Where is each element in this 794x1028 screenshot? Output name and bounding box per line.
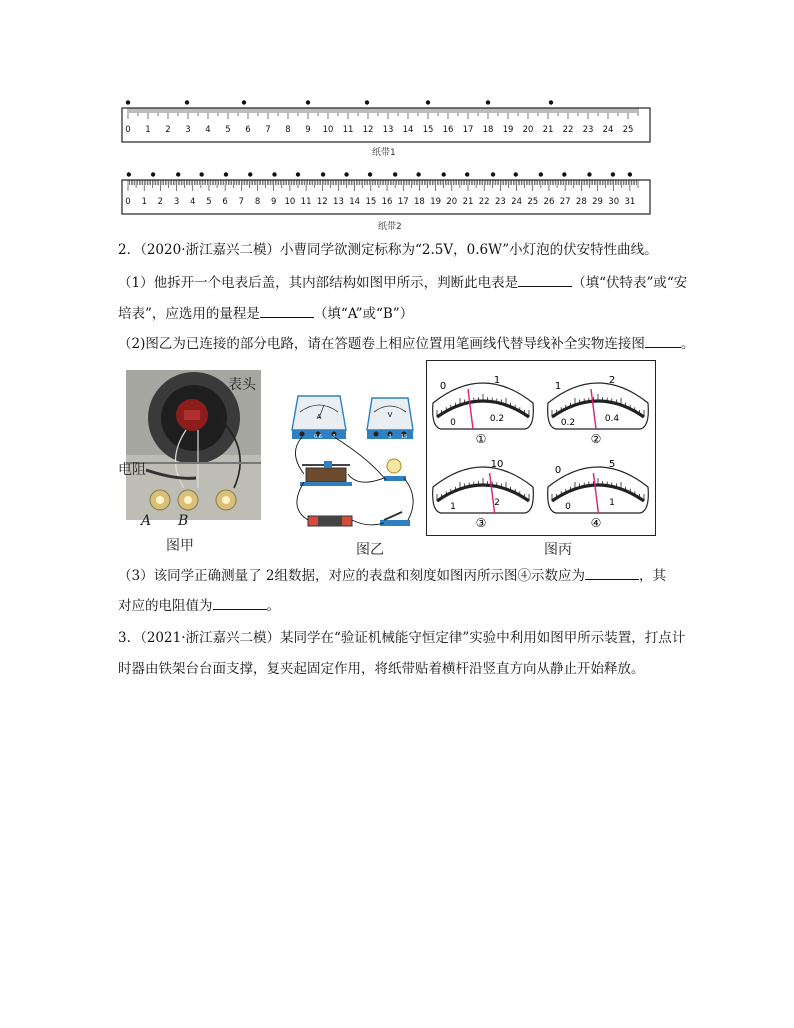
dial-face [433,383,534,429]
tape-1-tick-label: 24 [602,125,614,135]
tape-1-caption: 纸带1 [372,148,396,158]
ammeter [292,396,346,440]
tape-1-tick-label: 10 [322,125,334,135]
lamp [384,459,406,481]
tape-1-tick-label: 17 [462,125,474,135]
tape-1-tick-label: 18 [482,125,494,135]
tape-2-tick-label: 20 [446,197,458,207]
figure-yi [288,388,426,538]
label-resistor: 电阻 [118,462,146,478]
tape-1-tick-label: 23 [582,125,594,135]
dial-inner-left-label: 1 [450,502,456,512]
tape-2-tick-label: 5 [206,197,212,207]
figure-bing [426,360,656,536]
battery [308,516,352,526]
dial-top-left-label: 0 [439,381,447,392]
tape-1-dot [365,100,369,104]
tape-1-tick-label: 21 [542,125,554,135]
tape-2-tick-label: 23 [494,197,506,207]
tape-2-dot [539,172,543,176]
dial-number: ④ [590,516,602,530]
q2-line-3: 培表”，应选用的量程是 （填“A”或“B”） [118,303,413,324]
tape-1-dot [486,100,490,104]
dial-face [433,467,534,513]
tape-1-tick-label: 16 [442,125,454,135]
switch [380,512,410,526]
tape-1-tick-label: 15 [422,125,434,135]
label-biaotou: 表头 [228,377,256,393]
label-terminal-b: B [178,513,189,529]
tape-1-tick-label: 4 [205,125,211,135]
dial-inner-right-label: 2 [494,498,500,508]
dial-4 [548,459,649,530]
q2-line-1: 2．（2020·浙江嘉兴二模）小曹同学欲测定标称为“2.5V，0.6W”小灯泡的伏安特性曲线。 [118,242,658,258]
dial-inner-right-label: 0.4 [604,414,620,424]
figure-jia [126,370,261,530]
tape-1-tick-label: 6 [245,125,251,135]
tape-1-dot [549,100,553,104]
tape-1-tick-label: 7 [265,125,271,135]
tape-1-tick-label: 20 [522,125,534,135]
dial-inner-right-label: 1 [609,498,615,508]
tape-2-tick-label: 24 [511,197,522,207]
tape-2-dot [416,172,420,176]
svg-text:3: 3 [332,434,336,440]
tape-2-dot [491,172,495,176]
tape-2-tick-label: 18 [414,197,425,207]
dial-inner-left-label: 0.2 [560,418,576,428]
tape-2-dot [442,172,446,176]
dial-2 [548,375,649,446]
tape-2-dot [368,172,372,176]
dial-top-right-label: 10 [490,459,504,470]
dial-inner-left-label: 0 [565,502,571,512]
tape-2-tick-label: 11 [300,197,312,207]
dial-number: ③ [475,516,487,530]
svg-text:3: 3 [388,434,392,440]
rheostat [300,461,352,486]
figure-bing-dials [427,361,655,535]
voltmeter [367,398,413,440]
label-terminal-a: A [141,513,152,529]
tape-2-tick-label: 30 [608,197,620,207]
dial-top-left-label: 1 [554,381,562,392]
tape-2-tick-label: 6 [222,197,228,207]
answer-blank-circuit[interactable] [645,333,681,348]
tape-2-dot [562,172,566,176]
tape-2-tick-label: 1 [141,197,147,207]
tape-1-tick-label: 14 [402,125,414,135]
tape-1-tick-label: 2 [165,125,171,135]
tape-2-tick-label: 21 [462,197,474,207]
tape-2-tick-label: 10 [284,197,296,207]
tape-2-dot [465,172,469,176]
tape-2-tick-label: 16 [381,197,393,207]
tape-1-dot [306,100,310,104]
dial-number: ② [590,432,602,446]
tape-2-tick-label: 3 [173,197,180,207]
q3-line-2: 时器由铁架台台面支撑，复夹起固定作用，将纸带贴着横杆沿竖直方向从静止开始释放。 [118,661,645,677]
dial-top-right-label: 5 [608,459,616,470]
tape-2-tick-label: 22 [478,197,490,207]
tape-2-dot [151,172,155,176]
q2-line-4: （2)图乙为已连接的部分电路，请在答题卷上相应位置用笔画线代替导线补全实物连接图 。 [118,333,694,354]
tape-2-dot [176,172,180,176]
answer-blank-resistance[interactable] [213,595,267,610]
tape-2-tick-label: 25 [527,197,539,207]
tape-1-tick-label: 5 [225,125,231,135]
tape-2-tick-label: 4 [190,197,196,207]
tape-1-tick-label: 9 [305,125,311,135]
tape-2-tick-label: 12 [316,197,328,207]
tape-2-tick-label: 27 [559,197,571,207]
dial-inner-right-label: 0.2 [489,414,505,424]
dial-number: ① [475,432,487,446]
tape-1-ruler [118,98,654,146]
tape-2-tick-label: 26 [543,197,555,207]
tape-2-tick-label: 2 [157,197,164,207]
tape-1-dot [185,100,189,104]
dial-1 [433,375,534,446]
tape-2-tick-label: 29 [592,197,603,207]
tape-2-dot [587,172,591,176]
tape-1-tick-label: 1 [145,125,151,135]
svg-text:0.6: 0.6 [314,434,322,440]
dial-top-left-label: 0 [554,465,562,476]
tape-2-tick-label: 0 [125,197,131,207]
tape-2-dot [296,172,300,176]
tape-2-dot [248,172,252,176]
tape-2-dot [224,172,228,176]
tape-1-tick-label: 25 [622,125,634,135]
tape-1-tick-label: 13 [382,125,394,135]
tape-2-dot [628,172,632,176]
figure-jia-photo [126,370,261,530]
tape-2-dot [199,172,203,176]
tape-2-caption: 纸带2 [378,222,402,232]
tape-1-tick-label: 11 [342,125,354,135]
tape-1-tick-label: 8 [285,125,291,135]
svg-text:15: 15 [400,434,408,440]
tape-1-tick-label: 3 [185,125,191,135]
tape-2-tick-label: 19 [430,197,442,207]
tape-1-tick-label: 12 [362,125,374,135]
tape-1-dot [426,100,430,104]
tape-2-dot [127,172,131,176]
tape-2-dot [393,172,397,176]
tape-2-tick-label: 13 [333,197,344,207]
tape-1-dot [126,100,130,104]
tape-2-dot [611,172,615,176]
figure-jia-caption: 图甲 [166,538,194,554]
answer-blank-range[interactable] [260,303,314,318]
answer-blank-meter-type[interactable] [518,272,572,287]
tape-2-tick-label: 9 [271,197,277,207]
svg-text:A: A [316,413,322,421]
answer-blank-reading[interactable] [585,565,639,580]
tape-1 [118,98,654,146]
figure-bing-caption: 图丙 [544,542,572,558]
tape-2-tick-label: 28 [575,197,587,207]
tape-2-tick-label: 14 [349,197,361,207]
tape-2-tick-label: 31 [624,197,636,207]
tape-2-ruler [118,170,654,218]
tape-2 [118,170,654,218]
dial-top-right-label: 2 [608,375,616,386]
tape-1-tick-label: 22 [562,125,574,135]
tape-2-tick-label: 15 [365,197,377,207]
tape-1-dot [242,100,246,104]
dial-inner-left-label: 0 [450,418,456,428]
figure-yi-circuit [288,388,426,538]
figure-yi-caption: 图乙 [356,542,384,558]
tape-2-dot [344,172,348,176]
tape-2-dot [272,172,276,176]
dial-3 [433,459,534,530]
svg-text:V: V [387,411,393,419]
q2-line-2: （1）他拆开一个电表后盖，其内部结构如图甲所示，判断此电表是 （填“伏特表”或“安 [118,272,687,293]
tape-1-tick-label: 0 [125,125,131,135]
tape-2-dot [321,172,325,176]
tape-2-dot [514,172,518,176]
tape-2-tick-label: 17 [397,197,409,207]
dial-top-right-label: 1 [493,375,501,386]
q3-line-1: 3．（2021·浙江嘉兴二模）某同学在“验证机械能守恒定律”实验中利用如图甲所示装置，打点计 [118,630,686,646]
tape-1-tick-label: 19 [502,125,514,135]
q2-line-5: （3）该同学正确测量了 2组数据，对应的表盘和刻度如图丙所示图④示数应为 ，其 [118,565,666,586]
q2-line-6: 对应的电阻值为 。 [118,595,280,616]
tape-2-tick-label: 7 [238,197,245,207]
tape-2-tick-label: 8 [254,197,261,207]
